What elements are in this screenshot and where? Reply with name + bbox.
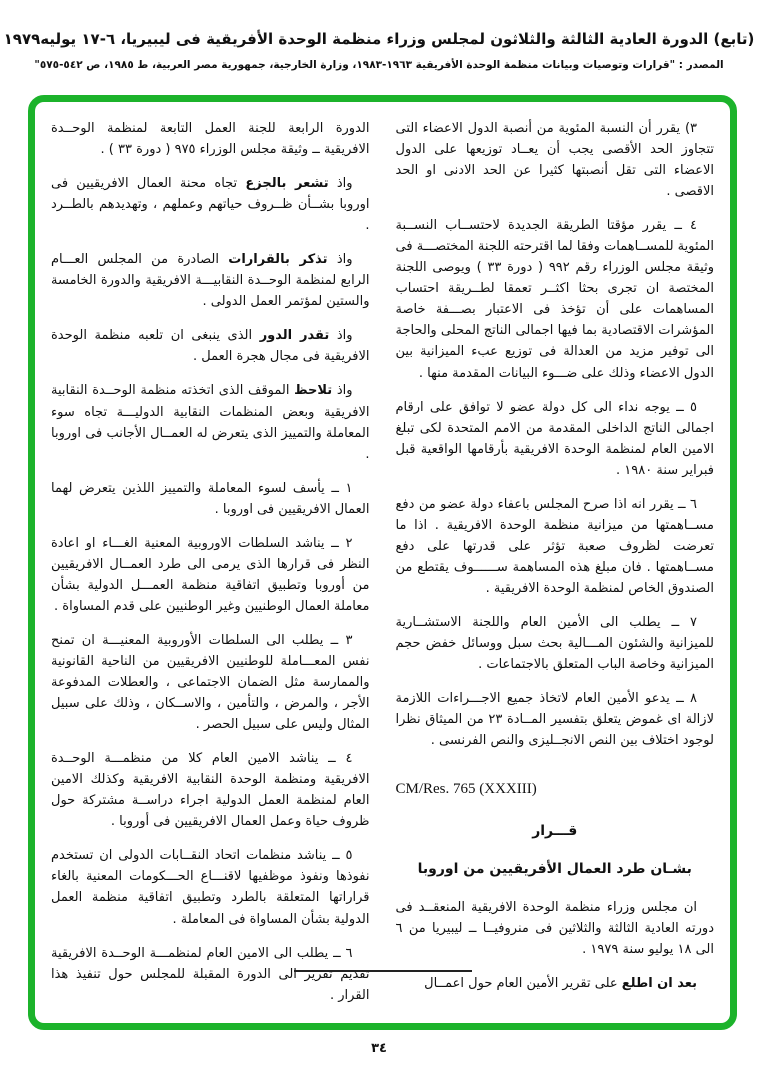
page-frame	[28, 95, 737, 1030]
paragraph: ٨ ــ يدعو الأمين العام لاتخاذ جميع الاجـــراءات اللازمة لازالة اى غموض يتعلق بتفسير المــادة ٢٣ من الميثاق نظرا لوجود اختلاف بين النص الانجــليزى والنص الفرنسى .	[395, 691, 714, 749]
paragraph: واذ تقدر الدور الذى ينبغى ان تلعبه منظمة الوحدة الافريقية فى مجال هجرة العمل .	[51, 328, 370, 365]
paragraph: ٦ ــ يطلب الى الامين العام لمنظمـــة الوحــدة الافريقية تقديم تقرير الى الدورة المقبلة للمجلس حول تنفيذ هذا القرار .	[51, 945, 370, 1003]
paragraph: ٢ ــ يناشد السلطات الاوروبية المعنية الغـــاء او اعادة النظر فى قرارها الذى يرمى الى طرد العمــال الافريقيين من أوروبا وتطبيق اتفاقية منظمة العمـــل الدولية بشأن معاملة العمال الوطنيين وغير الوطنيين على قدم المساواة .	[51, 535, 370, 614]
resolution-ref: CM/Res. 765 (XXXIII)	[395, 781, 537, 798]
paragraph: واذ تلاحظ الموقف الذى اتخذته منظمة الوحــدة النقابية الافريقية وبعض المنظمات النقابية الدوليـــة تجاه سوء المعاملة والتمييز الذى يتعرض له العمــال الأجانب فى اوروبا .	[51, 383, 370, 462]
paragraph: واذ تذكر بالقرارات الصادرة من المجلس العـــام الرابع لمنظمة الوحــدة النقابيـــة الافريقية والدورة الخامسة والستين لمؤتمر العمل الدولى .	[51, 252, 370, 310]
paragraph: ٣ ــ يطلب الى السلطات الأوروبية المعنيـــة ان تمنح نفس المعـــاملة للوطنيين الافريقيين من الناحية القانونية والممارسة مثل الضمان الاجتماعى ، والعطلات المدفوعة الأجر ، والمرض ، والتأمين ، والاســكان ، وذلك على سبيل المثال وليس على سبيل الحصر .	[51, 632, 370, 733]
paragraph: ٣) يقرر أن النسبة المئوية من أنصبة الدول الاعضاء التى تتجاوز الحد الأقصى يجب أن يعــاد توزيعها على الدول الاعضاء التى تقل أنصبتها كثيرا عن الحد الادنى او الحد الاقصى .	[395, 121, 714, 200]
paragraph: ٥ ــ يناشد منظمات اتحاد النقــابات الدولى ان تستخدم نفوذها ونفوذ موظفيها لاقنـــاع الحـــكومات المعنية بالغاء قراراتها المتعلقة بالطرد وتطبيق اتفاقية منظمة العمل الدولية بشأن المساواة فى المعاملة .	[51, 848, 370, 927]
page-number: ٣٤	[371, 1041, 387, 1056]
paragraph: ٤ ــ يقرر مؤقتا الطريقة الجديدة لاحتســاب النســبة المئوية للمســاهمات وفقا لما اقترحته اللجنة المختصـــة فى وثيقة مجلس الوزراء رقم ٩٩٢ ( دورة ٣٣ ) ويوصى اللجنة المختصة ان تجرى بحثا اكثــر تعمقا لطــريقة احتساب المساهمات على أن تؤخذ فى الاعتبار بصـــفة خاصة المؤشرات الاقتصادية بما فيها اجمالى الناتج المحلى والحاجة الى توفير مزيد من العدالة فى توزيع عبء الميزانية بين الدول الاعضاء وذلك على ضـــوء البيانات المقدمة منها .	[395, 218, 714, 381]
resolution-subtitle: بشـان طرد العمال الأفريقيين من اوروبا	[417, 861, 692, 878]
columns-container	[35, 102, 730, 1019]
paragraph: ٥ ــ يوجه نداء الى كل دولة عضو لا توافق على ارقام اجمالى الناتج الداخلى المقدمة من الامم المتحدة لكى تبلغ الامين العام لمنظمة الوحدة الافريقية بأرقامها الواقعية قبل فبراير سنة ١٩٨٠ .	[395, 399, 714, 478]
paragraph: ٤ ــ يناشد الامين العام كلا من منظمـــة الوحــدة الافريقية ومنظمة الوحدة النقابية الافريقية وكذلك الامين العام لمنظمة العمل الدولية اجراء دراســة مشتركة حول ظروف حياة وعمل العمال الافريقيين فى أوروبا .	[51, 751, 370, 830]
paragraph: بعد ان اطلع على تقرير الأمين العام حول اعمــال	[424, 976, 697, 992]
header-title: (تابع) الدورة العادية الثالثة والثلاثون لمجلس وزراء منظمة الوحدة الأفريقية فى ليبيريا، ٦-١٧ يوليه١٩٧٩	[3, 30, 755, 48]
paragraph: الدورة الرابعة للجنة العمل التابعة لمنظمة الوحــدة الافريقية ــ وثيقة مجلس الوزراء ٩٧٥ ( دورة ٣٣ ) .	[51, 121, 370, 158]
paragraph: واذ تشعر بالجزع تجاه محنة العمال الافريقيين فى اوروبا بشــأن ظــروف حياتهم وعملهم ، وتهديدهم بالطــرد .	[51, 176, 370, 234]
paragraph: ان مجلس وزراء منظمة الوحدة الافريقية المنعقــد فى دورته العادية الثالثة والثلاثين فى منروفيــا ــ ليبيريا من ٦ الى ١٨ يوليو سنة ١٩٧٩ .	[395, 899, 714, 957]
resolution-title: قـــرار	[532, 822, 578, 839]
divider-rule	[294, 970, 472, 972]
header-source: المصدر : "قرارات وتوصيات وبيانات منظمة الوحدة الأفريقية ١٩٦٣-١٩٨٣، وزارة الخارجية، جمهورية مصر العربية، ط ١٩٨٥، ص ٥٤٢-٥٧٥"	[34, 59, 724, 71]
paragraph: ١ ــ يأسف لسوء المعاملة والتمييز اللذين يتعرض لهما العمال الافريقيين فى اوروبا .	[51, 480, 370, 517]
paragraph: ٦ ــ يقرر انه اذا صرح المجلس باعفاء دولة عضو من دفع مســاهمتها من ميزانية منظمة الوحدة الافريقية . اذا ما تعرضت لظروف صعبة تؤثر على قدرتها على دفع مســاهمتها . فان مبلغ هذه المساهمة ســــــوف يقتطع من الصندوق الخاص لمنظمة الوحدة الافريقية .	[395, 496, 714, 596]
right-column	[396, 118, 715, 1019]
left-column	[51, 118, 370, 1019]
paragraph: ٧ ــ يطلب الى الأمين العام واللجنة الاستشــارية للميزانية والشئون المـــالية بحث سبل ووسائل خفض حجم الميزانية وخاصة الباب المتعلق بالاجتماعات .	[395, 614, 714, 673]
